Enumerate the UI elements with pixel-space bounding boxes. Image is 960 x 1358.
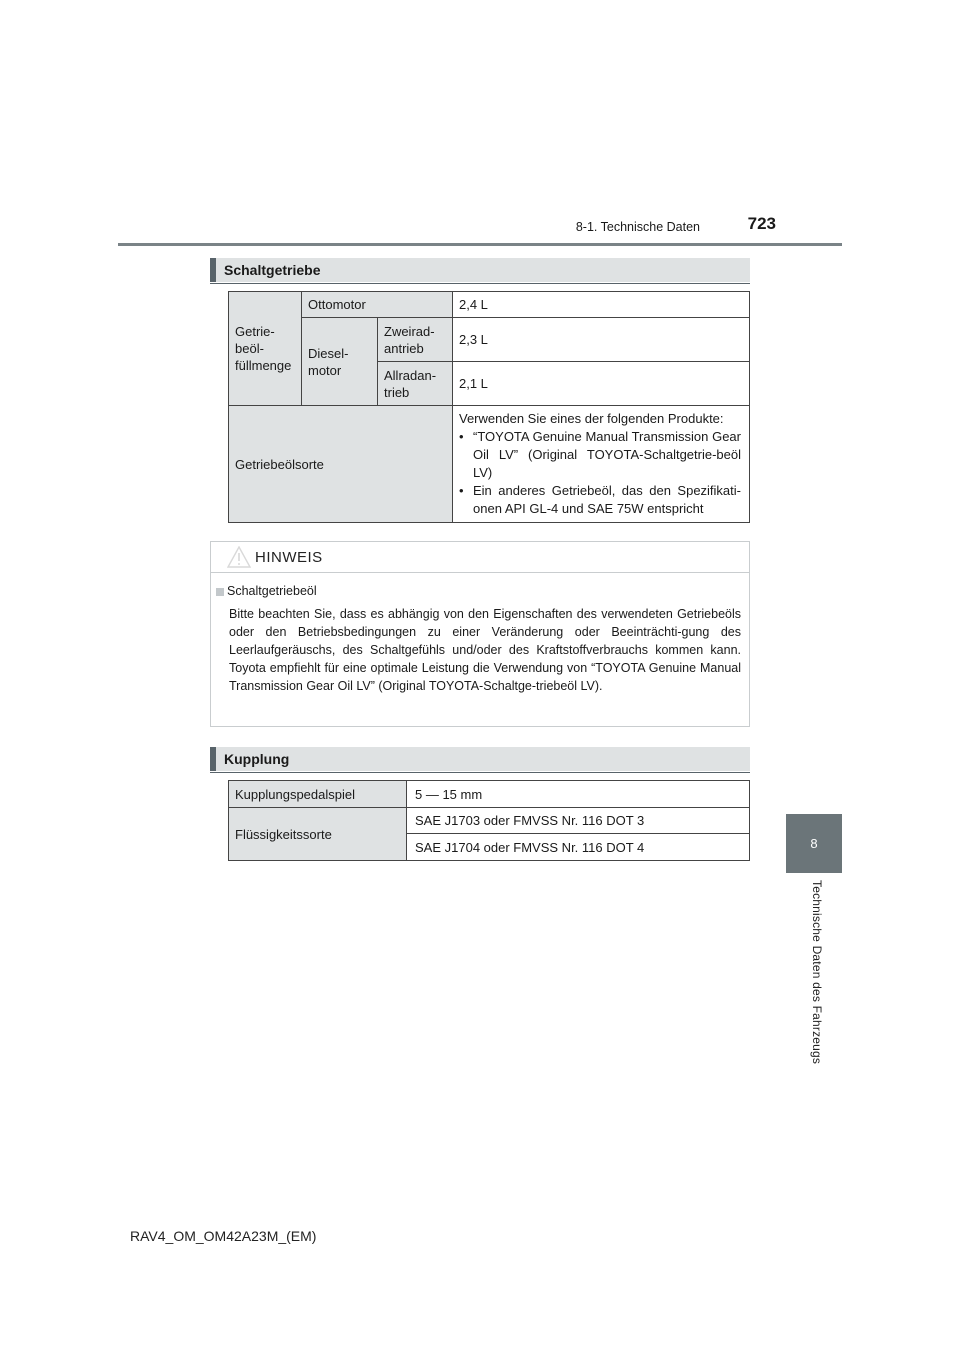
zweirad-value: 2,3 L xyxy=(453,318,750,362)
pedal-play-label: Kupplungspedalspiel xyxy=(229,781,407,808)
oil-type-list xyxy=(459,428,741,518)
oil-type-value xyxy=(453,406,750,523)
list-item: • Ein anderes Getriebeöl, das den Spezifikati-onen API GL-4 und SAE 75W entspricht xyxy=(459,482,741,518)
notice-box xyxy=(210,541,750,727)
fill-amount-label: Getrie- beöl- füllmenge xyxy=(229,292,302,406)
list-item: • “TOYOTA Genuine Manual Transmission Gear Oil LV” (Original TOYOTA-Schaltgetrie-beöl LV) xyxy=(459,428,741,482)
otto-label: Ottomotor xyxy=(302,292,453,318)
allrad-label: Allradan- trieb xyxy=(378,362,453,406)
heading-underline xyxy=(210,283,750,284)
chapter-title-vertical: Technische Daten des Fahrzeugs xyxy=(810,880,824,1065)
pedal-play-value: 5 — 15 mm xyxy=(407,781,750,808)
notice-body: Bitte beachten Sie, dass es abhängig von den Eigenschaften des verwendeten Getriebeöls oder den Betriebsbedingungen zu einer Veränderung oder Beeinträchti-gung des Leerlaufgeräuschs, des Schaltgefühls und/oder des Kraftstoffverbrauchs kommen kann. Toyota empfiehlt für eine optimale Leistung die Verwendung von “TOYOTA Genuine Manual Transmission Gear Oil LV” (Original TOYOTA-Schaltge-triebeöl LV). xyxy=(229,607,741,693)
fluid-type-value: SAE J1704 oder FMVSS Nr. 116 DOT 4 xyxy=(407,834,750,861)
heading-accent-bar xyxy=(210,747,216,771)
notice-title: HINWEIS xyxy=(255,549,323,566)
header-rule xyxy=(118,243,842,246)
heading-accent-bar xyxy=(210,258,216,282)
oil-type-intro: Verwenden Sie eines der folgenden Produkte: xyxy=(459,411,724,426)
section-heading-kupplung xyxy=(210,747,750,771)
notice-subtitle: Schaltgetriebeöl xyxy=(227,584,317,598)
section-title: Kupplung xyxy=(224,751,290,767)
chapter-tab: 8 xyxy=(786,814,842,873)
zweirad-label: Zweirad- antrieb xyxy=(378,318,453,362)
square-bullet-icon xyxy=(216,588,224,596)
page-number: 723 xyxy=(747,214,776,233)
warning-triangle-icon xyxy=(227,546,251,568)
document-code: RAV4_OM_OM42A23M_(EM) xyxy=(130,1228,317,1244)
notice-header xyxy=(211,542,749,573)
schaltgetriebe-table xyxy=(228,291,750,523)
section-heading-schaltgetriebe xyxy=(210,258,750,282)
otto-value: 2,4 L xyxy=(453,292,750,318)
allrad-value: 2,1 L xyxy=(453,362,750,406)
section-breadcrumb: 8-1. Technische Daten xyxy=(575,220,700,234)
diesel-label: Diesel- motor xyxy=(302,318,378,406)
kupplung-table xyxy=(228,780,750,861)
section-title: Schaltgetriebe xyxy=(224,262,321,278)
heading-underline xyxy=(210,772,750,773)
fluid-type-label: Flüssigkeitssorte xyxy=(229,808,407,861)
oil-type-label: Getriebeölsorte xyxy=(229,406,453,523)
fluid-type-value: SAE J1703 oder FMVSS Nr. 116 DOT 3 xyxy=(407,808,750,834)
